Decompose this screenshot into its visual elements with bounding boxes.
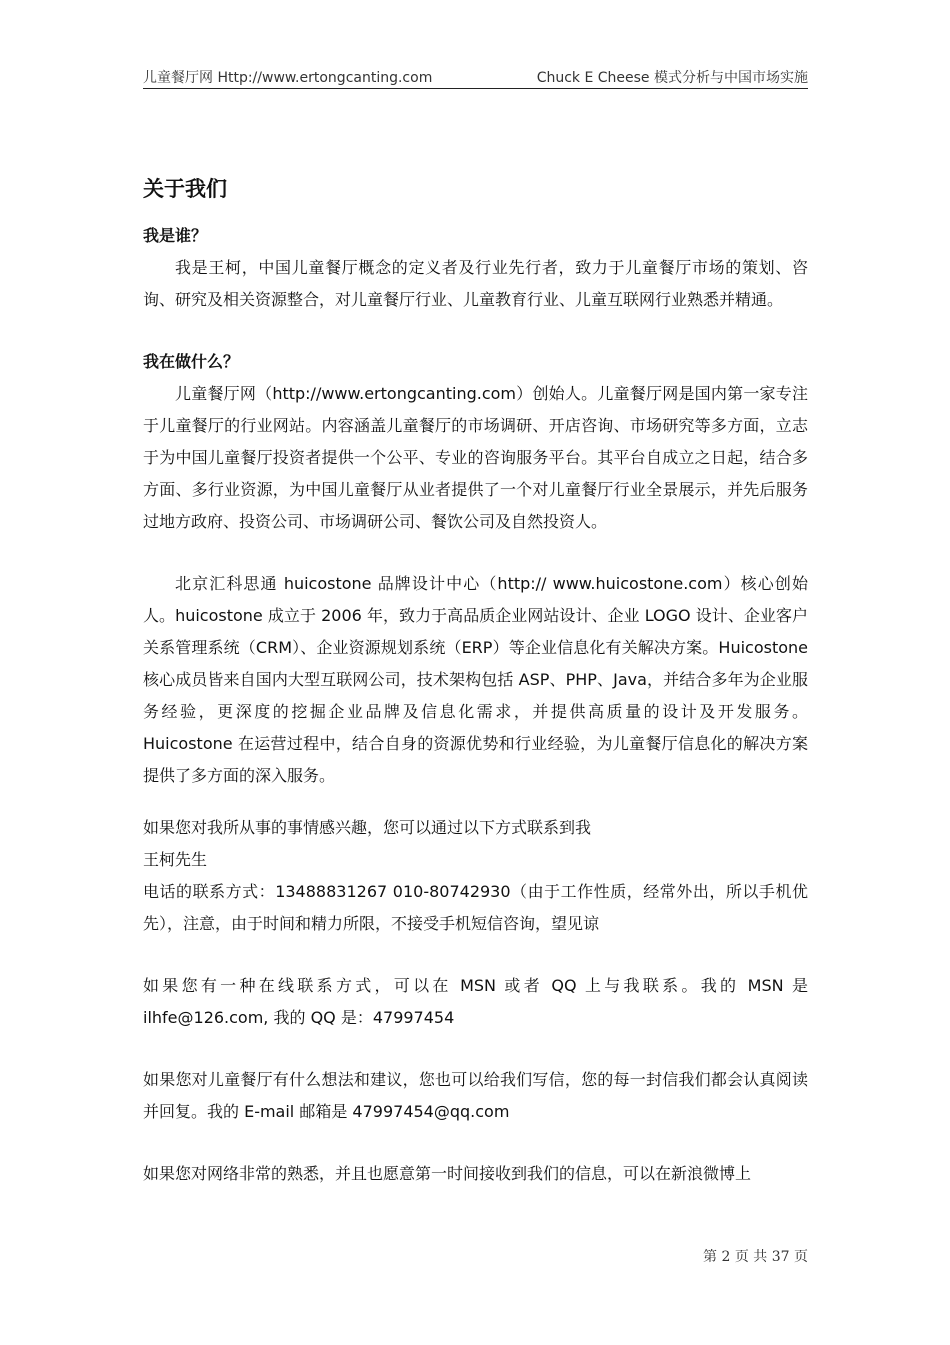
document-body xyxy=(143,172,808,1190)
page-header xyxy=(143,66,808,89)
contact-phone: 电话的联系方式：13488831267 010-80742930（由于工作性质，经常外出，所以手机优先），注意，由于时间和精力所限，不接受手机短信咨询，望见谅 xyxy=(143,882,808,933)
contact-name: 王柯先生 xyxy=(143,850,208,869)
section-title: 关于我们 xyxy=(143,177,227,201)
question-what-i-do: 我在做什么？ xyxy=(143,352,240,371)
header-site-name: 儿童餐厅网 Http://www.ertongcanting.com xyxy=(143,70,433,86)
paragraph-huicostone: 北京汇科思通 huicostone 品牌设计中心（http:// www.huicostone.com）核心创始人。huicostone 成立于 2006 年，致力于高品质企业网站设计、企业 LOGO 设计、企业客户关系管理系统（CRM）、企业资源规划系统（ERP）等企业信息化有关解决方案。Huicostone 核心成员皆来自国内大型互联网公司，技术架构包括 ASP、PHP、Java，并结合多年为企业服务经验，更深度的挖掘企业品牌及信息化需求，并提供高质量的设计及开发服务。Huicostone 在运营过程中，结合自身的资源优势和行业经验，为儿童餐厅信息化的解决方案提供了多方面的深入服务。 xyxy=(143,574,808,785)
question-who-am-i: 我是谁？ xyxy=(143,226,208,245)
contact-weibo: 如果您对网络非常的熟悉，并且也愿意第一时间接收到我们的信息，可以在新浪微博上 xyxy=(143,1164,752,1183)
paragraph-who-am-i: 我是王柯，中国儿童餐厅概念的定义者及行业先行者，致力于儿童餐厅市场的策划、咨询、研究及相关资源整合，对儿童餐厅行业、儿童教育行业、儿童互联网行业熟悉并精通。 xyxy=(143,258,808,309)
contact-online: 如果您有一种在线联系方式，可以在 MSN 或者 QQ 上与我联系。我的 MSN 是 ilhfe@126.com, 我的 QQ 是：47997454 xyxy=(143,976,808,1027)
page-number: 第 2 页 共 37 页 xyxy=(703,1249,808,1265)
contact-intro: 如果您对我所从事的事情感兴趣，您可以通过以下方式联系到我 xyxy=(143,818,592,837)
contact-email: 如果您对儿童餐厅有什么想法和建议，您也可以给我们写信，您的每一封信我们都会认真阅读并回复。我的 E-mail 邮箱是 47997454@qq.com xyxy=(143,1070,808,1121)
header-document-title: Chuck E Cheese 模式分析与中国市场实施 xyxy=(536,70,808,86)
paragraph-ertongcanting: 儿童餐厅网（http://www.ertongcanting.com）创始人。儿童餐厅网是国内第一家专注于儿童餐厅的行业网站。内容涵盖儿童餐厅的市场调研、开店咨询、市场研究等多方面，立志于为中国儿童餐厅投资者提供一个公平、专业的咨询服务平台。其平台自成立之日起，结合多方面、多行业资源，为中国儿童餐厅从业者提供了一个对儿童餐厅行业全景展示，并先后服务过地方政府、投资公司、市场调研公司、餐饮公司及自然投资人。 xyxy=(143,384,808,531)
